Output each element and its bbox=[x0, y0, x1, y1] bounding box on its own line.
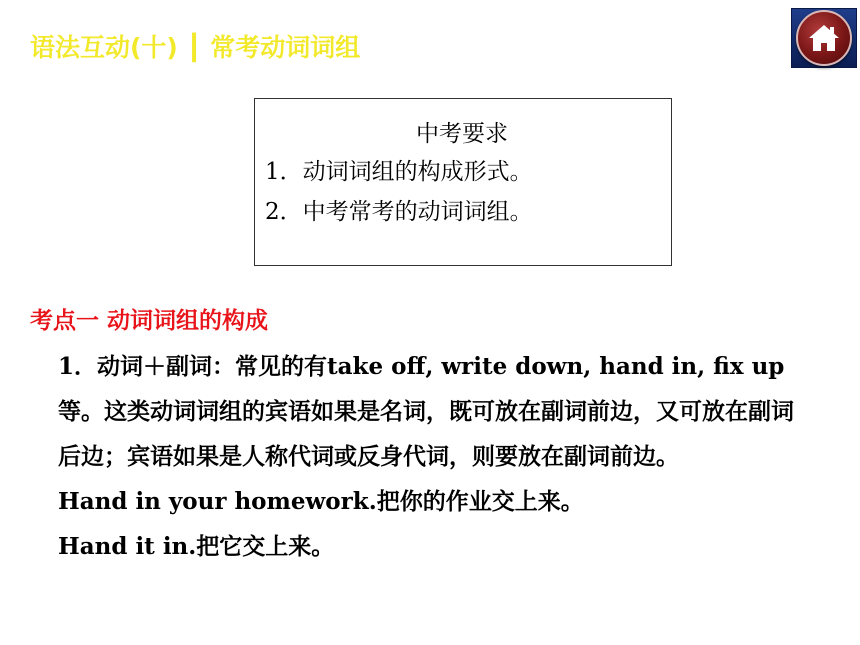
rule-paragraph: 1．动词＋副词：常见的有take off, write down, hand in, fix up等。这类动词词组的宾语如果是名词，既可放在副词前边，又可放在副词后边；宾语如果是人称代词或反身代词，则要放在副词前边。 bbox=[58, 353, 794, 470]
home-icon bbox=[796, 10, 852, 66]
requirement-item: 2．中考常考的动词词组。 bbox=[265, 199, 533, 225]
section-content bbox=[58, 344, 798, 569]
page-title: 语法互动(十) ┃ 常考动词词组 bbox=[30, 33, 361, 62]
section-heading: 考点一 动词词组的构成 bbox=[30, 308, 269, 334]
requirements-box bbox=[254, 98, 672, 266]
example-sentence: Hand in your homework.把你的作业交上来。 bbox=[58, 488, 584, 515]
example-sentence: Hand it in.把它交上来。 bbox=[58, 533, 335, 560]
requirements-title: 中考要求 bbox=[416, 121, 508, 147]
requirement-item: 1．动词词组的构成形式。 bbox=[265, 159, 533, 185]
home-button[interactable] bbox=[791, 8, 857, 68]
